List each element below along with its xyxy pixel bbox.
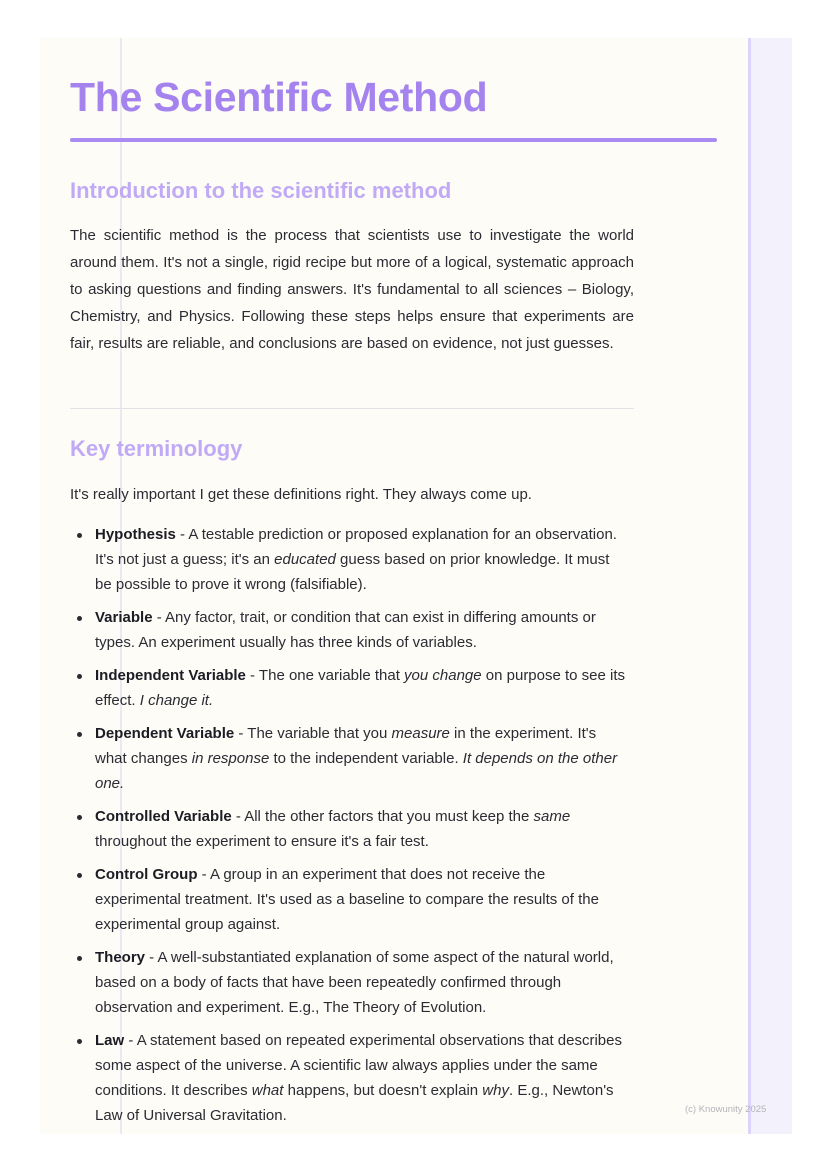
term-name: Controlled Variable — [95, 808, 232, 825]
term-emphasis: you change — [404, 667, 482, 684]
term-item: Control Group - A group in an experiment that does not receive the experimental treatment. It's used as a baseline to compare the results of the experimental group against. — [70, 862, 630, 937]
terminology-lead: It's really important I get these definitions right. They always come up. — [70, 486, 532, 503]
intro-heading: Introduction to the scientific method — [70, 178, 452, 203]
term-emphasis: measure — [391, 725, 450, 742]
term-item: Independent Variable - The one variable that you change on purpose to see its effect. I change it. — [70, 663, 630, 713]
term-emphasis: educated — [274, 551, 336, 568]
term-item: Theory - A well-substantiated explanation of some aspect of the natural world, based on a body of facts that have been repeatedly confirmed through observation and experiment. E.g., The Theory of Evolution. — [70, 945, 630, 1020]
term-item: Dependent Variable - The variable that you measure in the experiment. It's what changes in response to the independent variable. It depends on the other one. — [70, 721, 630, 796]
term-emphasis: why — [482, 1082, 509, 1099]
page-title: The Scientific Method — [70, 74, 488, 120]
term-name: Control Group — [95, 866, 198, 883]
intro-paragraph: The scientific method is the process that scientists use to investigate the world around them. It's not a single, rigid recipe but more of a logical, systematic approach to asking questions and finding answers. It's fundamental to all sciences – Biology, Chemistry, and Physics. Following these steps helps ensure that experiments are fair, results are reliable, and conclusions are based on evidence, not just guesses. — [70, 227, 634, 352]
term-emphasis: It depends on the other one. — [95, 750, 618, 792]
term-emphasis: same — [533, 808, 571, 825]
term-item: Hypothesis - A testable prediction or proposed explanation for an observation. It's not just a guess; it's an educated guess based on prior knowledge. It must be possible to prove it wrong (falsifiable). — [70, 522, 630, 597]
right-margin-strip — [748, 38, 792, 1134]
terminology-list — [70, 522, 630, 1136]
term-emphasis: what — [251, 1082, 284, 1099]
copyright-footer: (c) Knowunity 2025 — [685, 1104, 767, 1115]
terminology-heading: Key terminology — [70, 436, 243, 461]
term-emphasis: I change it. — [139, 692, 214, 709]
title-underline — [70, 138, 717, 142]
term-name: Independent Variable — [95, 667, 246, 684]
section-divider — [70, 408, 634, 409]
term-name: Variable — [95, 609, 153, 626]
term-name: Hypothesis — [95, 526, 176, 543]
term-name: Law — [95, 1032, 125, 1049]
term-item: Controlled Variable - All the other factors that you must keep the same throughout the experiment to ensure it's a fair test. — [70, 804, 630, 854]
term-emphasis: in response — [191, 750, 270, 767]
notes-page — [40, 38, 792, 1134]
term-name: Theory — [95, 949, 146, 966]
term-item: Variable - Any factor, trait, or condition that can exist in differing amounts or types. An experiment usually has three kinds of variables. — [70, 605, 630, 655]
term-item: Law - A statement based on repeated experimental observations that describes some aspect of the universe. A scientific law always applies under the same conditions. It describes what happens, but doesn't explain why. E.g., Newton's Law of Universal Gravitation. — [70, 1028, 630, 1128]
term-name: Dependent Variable — [95, 725, 235, 742]
